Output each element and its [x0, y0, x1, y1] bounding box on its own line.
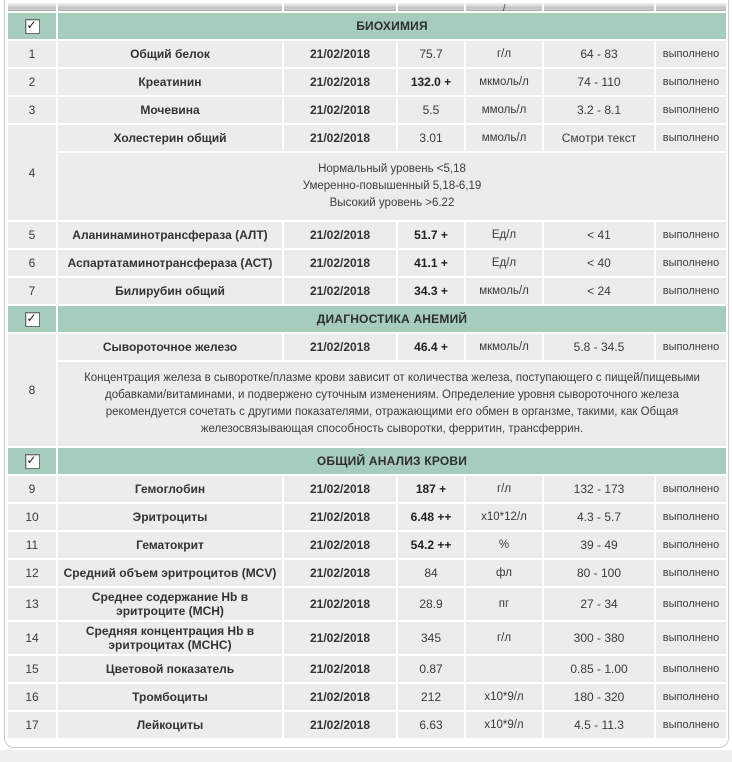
- status-label: выполнено: [656, 97, 726, 123]
- reference-range: 180 - 320: [544, 684, 654, 710]
- test-date: 21/02/2018: [284, 588, 396, 620]
- status-label: выполнено: [656, 125, 726, 151]
- reference-range: 39 - 49: [544, 532, 654, 558]
- row-number: 4: [8, 125, 56, 220]
- test-name: Аланинаминотрансфераза (АЛТ): [58, 222, 282, 248]
- results-panel: [4, 0, 729, 748]
- section-header-row: [8, 13, 726, 39]
- result-row: [8, 97, 726, 123]
- test-units: x10*9/л: [466, 712, 542, 738]
- reference-range: 74 - 110: [544, 69, 654, 95]
- test-date: 21/02/2018: [284, 476, 396, 502]
- test-value: 0.87: [398, 656, 464, 682]
- status-label: выполнено: [656, 476, 726, 502]
- row-number: 2: [8, 69, 56, 95]
- result-row: [8, 588, 726, 620]
- reference-range: 80 - 100: [544, 560, 654, 586]
- test-value: 3.01: [398, 125, 464, 151]
- test-units: мкмоль/л: [466, 334, 542, 360]
- section-checkbox[interactable]: [25, 454, 40, 469]
- result-row: [8, 532, 726, 558]
- section-title: ДИАГНОСТИКА АНЕМИЙ: [58, 306, 726, 332]
- result-row: [8, 656, 726, 682]
- page-bottom-strip: [0, 750, 732, 762]
- test-units: пг: [466, 588, 542, 620]
- reference-range: 64 - 83: [544, 41, 654, 67]
- column-header-status[interactable]: [656, 2, 726, 11]
- section-checkbox[interactable]: [25, 19, 40, 34]
- test-date: 21/02/2018: [284, 41, 396, 67]
- test-name: Тромбоциты: [58, 684, 282, 710]
- status-label: выполнено: [656, 250, 726, 276]
- test-name: Цветовой показатель: [58, 656, 282, 682]
- reference-range: < 40: [544, 250, 654, 276]
- test-value: 34.3 +: [398, 278, 464, 304]
- row-number: 10: [8, 504, 56, 530]
- status-label: выполнено: [656, 41, 726, 67]
- status-label: выполнено: [656, 656, 726, 682]
- test-date: 21/02/2018: [284, 560, 396, 586]
- test-units: мкмоль/л: [466, 69, 542, 95]
- test-units: Ед/л: [466, 222, 542, 248]
- test-name: Гемоглобин: [58, 476, 282, 502]
- section-checkbox[interactable]: [25, 312, 40, 327]
- row-number: 15: [8, 656, 56, 682]
- section-header-row: [8, 306, 726, 332]
- column-header-test[interactable]: [58, 2, 282, 11]
- test-value: 84: [398, 560, 464, 586]
- test-date: 21/02/2018: [284, 504, 396, 530]
- test-name: Гематокрит: [58, 532, 282, 558]
- test-name: Холестерин общий: [58, 125, 282, 151]
- section-title: ОБЩИЙ АНАЛИЗ КРОВИ: [58, 448, 726, 474]
- column-header-reference[interactable]: [544, 2, 654, 11]
- test-date: 21/02/2018: [284, 97, 396, 123]
- result-row: [8, 712, 726, 738]
- test-units: ммоль/л: [466, 97, 542, 123]
- test-name: Аспартатаминотрансфераза (АСТ): [58, 250, 282, 276]
- test-name: Средняя концентрация Hb в эритроцитах (MCHC): [58, 622, 282, 654]
- section-checkbox-cell: [8, 448, 56, 474]
- test-units: Ед/л: [466, 250, 542, 276]
- result-row: [8, 69, 726, 95]
- test-date: 21/02/2018: [284, 69, 396, 95]
- test-name: Средний объем эритроцитов (MCV): [58, 560, 282, 586]
- test-value: 345: [398, 622, 464, 654]
- test-date: 21/02/2018: [284, 250, 396, 276]
- status-label: выполнено: [656, 532, 726, 558]
- status-label: выполнено: [656, 69, 726, 95]
- test-value: 46.4 +: [398, 334, 464, 360]
- status-label: выполнено: [656, 278, 726, 304]
- reference-range: 27 - 34: [544, 588, 654, 620]
- status-label: выполнено: [656, 560, 726, 586]
- result-row: [8, 125, 726, 151]
- row-number: 13: [8, 588, 56, 620]
- row-number: 3: [8, 97, 56, 123]
- row-number: 17: [8, 712, 56, 738]
- test-units: мкмоль/л: [466, 278, 542, 304]
- result-row: [8, 278, 726, 304]
- test-units: г/л: [466, 476, 542, 502]
- result-row: [8, 622, 726, 654]
- column-header-result[interactable]: [398, 2, 464, 11]
- test-units: x10*9/л: [466, 684, 542, 710]
- test-units: %: [466, 532, 542, 558]
- test-value: 132.0 +: [398, 69, 464, 95]
- test-name: Билирубин общий: [58, 278, 282, 304]
- note-line: Концентрация железа в сыворотке/плазме крови зависит от количества железа, поступающего с пищей/пищевыми добавками/витаминами, и подвержено суточным изменениям. Определение уровня сывороточного железа рекомендуется сочетать с другими показателями, отражающими его обмен в органзме, такими, как Общая железосвязывающая способность сыворотки, ферритин, трансферрин.: [84, 372, 700, 435]
- test-name: Эритроциты: [58, 504, 282, 530]
- row-number: 6: [8, 250, 56, 276]
- row-number: 1: [8, 41, 56, 67]
- test-units: [466, 656, 542, 682]
- checkmark-icon: ✓: [26, 310, 37, 325]
- test-value: 187 +: [398, 476, 464, 502]
- column-header-date[interactable]: [284, 2, 396, 11]
- status-label: выполнено: [656, 334, 726, 360]
- clipped-header-text: /: [502, 3, 506, 11]
- test-date: 21/02/2018: [284, 684, 396, 710]
- clipped-column-header-row: [8, 2, 726, 11]
- status-label: выполнено: [656, 588, 726, 620]
- reference-range: < 41: [544, 222, 654, 248]
- results-table: [6, 0, 728, 740]
- row-number: 12: [8, 560, 56, 586]
- reference-range: 300 - 380: [544, 622, 654, 654]
- reference-range: 4.3 - 5.7: [544, 504, 654, 530]
- reference-range: 3.2 - 8.1: [544, 97, 654, 123]
- reference-range: 132 - 173: [544, 476, 654, 502]
- reference-range: 4.5 - 11.3: [544, 712, 654, 738]
- test-value: 6.63: [398, 712, 464, 738]
- result-row: [8, 684, 726, 710]
- row-number: 9: [8, 476, 56, 502]
- result-row: [8, 560, 726, 586]
- row-number: 8: [8, 334, 56, 446]
- status-label: выполнено: [656, 684, 726, 710]
- status-label: выполнено: [656, 712, 726, 738]
- test-units: г/л: [466, 41, 542, 67]
- test-date: 21/02/2018: [284, 125, 396, 151]
- test-value: 5.5: [398, 97, 464, 123]
- note-row: [8, 362, 726, 446]
- note-line: Умеренно-повышенный 5,18-6,19: [302, 180, 482, 192]
- note-line: Нормальный уровень <5,18: [318, 163, 466, 175]
- test-units: фл: [466, 560, 542, 586]
- reference-range: Смотри текст: [544, 125, 654, 151]
- row-number: 14: [8, 622, 56, 654]
- section-title: БИОХИМИЯ: [58, 13, 726, 39]
- test-value: 212: [398, 684, 464, 710]
- note-line: Высокий уровень >6.22: [329, 197, 455, 209]
- checkmark-icon: ✓: [26, 452, 37, 467]
- reference-range: < 24: [544, 278, 654, 304]
- test-name: Мочевина: [58, 97, 282, 123]
- row-number: 5: [8, 222, 56, 248]
- test-name: Креатинин: [58, 69, 282, 95]
- test-date: 21/02/2018: [284, 334, 396, 360]
- result-row: [8, 250, 726, 276]
- results-table-body: [8, 13, 726, 738]
- section-checkbox-cell: [8, 13, 56, 39]
- reference-range: 0.85 - 1.00: [544, 656, 654, 682]
- test-value: 75.7: [398, 41, 464, 67]
- test-date: 21/02/2018: [284, 656, 396, 682]
- test-value: 6.48 ++: [398, 504, 464, 530]
- test-value: 28.9: [398, 588, 464, 620]
- test-date: 21/02/2018: [284, 712, 396, 738]
- test-value: 41.1 +: [398, 250, 464, 276]
- row-number: 7: [8, 278, 56, 304]
- row-number: 16: [8, 684, 56, 710]
- test-name: Сывороточное железо: [58, 334, 282, 360]
- test-units: ммоль/л: [466, 125, 542, 151]
- reference-range: 5.8 - 34.5: [544, 334, 654, 360]
- result-row: [8, 476, 726, 502]
- test-date: 21/02/2018: [284, 532, 396, 558]
- section-header-row: [8, 448, 726, 474]
- row-number: 11: [8, 532, 56, 558]
- result-row: [8, 222, 726, 248]
- note-cell: [58, 153, 726, 220]
- section-checkbox-cell: [8, 306, 56, 332]
- result-row: [8, 41, 726, 67]
- test-date: 21/02/2018: [284, 622, 396, 654]
- test-value: 54.2 ++: [398, 532, 464, 558]
- checkmark-icon: ✓: [26, 17, 37, 32]
- test-date: 21/02/2018: [284, 278, 396, 304]
- status-label: выполнено: [656, 222, 726, 248]
- result-row: [8, 504, 726, 530]
- status-label: выполнено: [656, 622, 726, 654]
- result-row: [8, 334, 726, 360]
- note-cell: [58, 362, 726, 446]
- status-label: выполнено: [656, 504, 726, 530]
- test-date: 21/02/2018: [284, 222, 396, 248]
- test-value: 51.7 +: [398, 222, 464, 248]
- test-name: Среднее содержание Hb в эритроците (MCH): [58, 588, 282, 620]
- test-name: Лейкоциты: [58, 712, 282, 738]
- test-name: Общий белок: [58, 41, 282, 67]
- column-header-units[interactable]: [466, 2, 542, 11]
- test-units: x10*12/л: [466, 504, 542, 530]
- note-row: [8, 153, 726, 220]
- test-units: г/л: [466, 622, 542, 654]
- column-header-checkbox[interactable]: [8, 2, 56, 11]
